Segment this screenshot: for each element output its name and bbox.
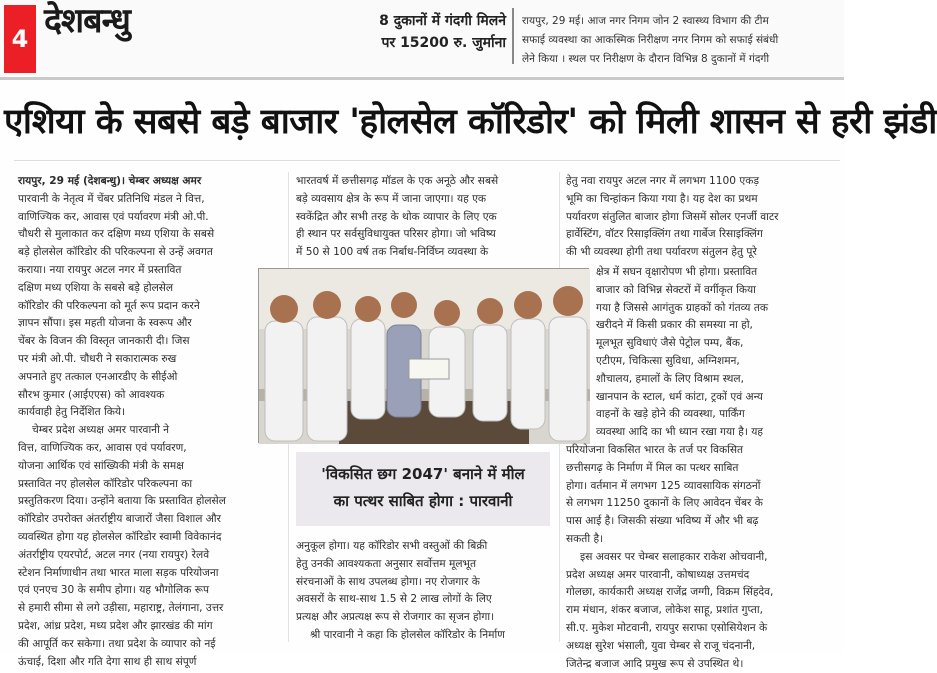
text-line: राम मंधान, शंकर बजाज, लोकेश साहू, प्रशांत गुप्ता,	[566, 604, 763, 617]
news-brief	[522, 12, 840, 69]
article-column-2-bottom	[296, 538, 554, 645]
text-line: खरीदने में किसी प्रकार की समस्या ना हो,	[596, 319, 753, 332]
article-column-3-bottom	[566, 264, 830, 673]
text-line: योजना आर्थिक एवं सांख्यिकी मंत्री के समक्ष	[18, 459, 184, 472]
text-line: एटीएम, चिकित्सा सुविधा, अग्निशमन,	[596, 354, 740, 367]
text-line: पर्यावरण संतुलित बाजार होगा जिसमें सोलर एनर्जी वाटर	[566, 210, 779, 223]
text-line: कॉरिडोर उपरोक्त अंतर्राष्ट्रीय बाजारों जैसा विशाल और	[18, 513, 221, 526]
text-line: वित्त, वाणिज्यिक कर, आवास एवं पर्यावरण,	[18, 441, 187, 454]
text-line: व्यवस्था आदि का भी ध्यान रखा गया है। यह	[596, 426, 764, 439]
text-line: स्वकेंद्रित और सभी तरह के थोक व्यापार के लिए एक	[296, 210, 497, 223]
text-line: भारतवर्ष में छत्तीसगढ़ मॉडल के एक अनूठे और सबसे	[296, 175, 499, 187]
text-line: कार्यवाही हेतु निर्देशित किये।	[18, 406, 126, 419]
text-line: संरचनाओं के साथ उपलब्ध होगा। नए रोजगार के	[296, 575, 480, 588]
text-line: हार्वेस्टिंग, वॉटर रिसाइक्लिंग तथा गार्बेज रिसाइक्लिंग	[566, 228, 763, 241]
text-line: पास आई है। जिसकी संख्या भविष्य में और भी बढ़	[566, 515, 759, 528]
article-column-1	[18, 173, 280, 671]
text-line: प्रस्तावित नए होलसेल कॉरिडोर परिकल्पना का	[18, 477, 193, 490]
pull-quote	[296, 452, 550, 526]
pull-quote-line: 'विकसित छग 2047' बनाने में मील	[321, 465, 525, 483]
brief-line: लेने किया । स्थल पर निरीक्षण के दौरान विभिन्न 8 दुकानों में गंदगी	[522, 53, 770, 65]
text-line: स्टेशन निर्माणाधीन तथा भारत माला सड़क परियोजना	[18, 566, 219, 579]
text-line: छत्तीसगढ़ के निर्माण में मिल का पत्थर साबित	[566, 461, 739, 474]
divider	[14, 160, 840, 161]
text-line: से हमारी सीमा से लगे उड़ीसा, महाराष्ट्र, तेलंगाना, उत्तर	[18, 602, 224, 615]
text-line: इस अवसर पर चेम्बर सलाहकार राकेश ओचवानी,	[580, 550, 768, 563]
teaser-headline[interactable]	[330, 10, 506, 54]
text-line: हेतु उनकी आवश्यकता अनुसार सर्वोत्तम मूलभूत	[296, 557, 477, 570]
text-line: शौचालय, हमालों के लिए विश्राम स्थल,	[596, 372, 744, 385]
text-line: रायपुर, 29 मई (देशबन्धु)। चेम्बर अध्यक्ष अमर	[18, 175, 202, 187]
text-line: वाणिज्यिक कर, आवास एवं पर्यावरण मंत्री ओ.पी.	[18, 210, 209, 223]
text-line: व्यवस्थित होगा यह होलसेल कॉरिडोर स्वामी विवेकानंद	[18, 530, 222, 543]
text-line: होगा। वर्तमान में लगभग 125 व्यावसायिक संगठनों	[566, 479, 761, 492]
group-photo[interactable]	[258, 268, 589, 443]
brief-line: रायपुर, 29 मई। आज नगर निगम जोन 2 स्वास्थ्य विभाग की टीम	[522, 15, 769, 27]
divider	[0, 77, 844, 80]
text-line: चेम्बर प्रदेश अध्यक्ष अमर पारवानी ने	[32, 424, 170, 437]
text-line: अंतर्राष्ट्रीय एयरपोर्ट, अटल नगर (नया रायपुर) रेलवे	[18, 548, 210, 561]
text-line: भूमि का चिन्हांकन किया गया है। यह देश का प्रथम	[566, 192, 758, 205]
text-line: चौधरी से मुलाकात कर दक्षिण मध्य एशिया के सबसे	[18, 228, 215, 241]
article-column-3-top	[566, 173, 830, 262]
text-line: क्षेत्र में सघन वृक्षारोपण भी होगा। प्रस्तावित	[596, 266, 758, 278]
text-line: बड़े होलसेल कॉरिडोर की परिकल्पना से उन्हें अवगत	[18, 246, 213, 259]
text-line: सौरभ कुमार (आईएएस) को आवश्यक	[18, 388, 165, 401]
text-line: चेंबर के विजन की विस्तृत जानकारी दी। जिस	[18, 335, 190, 348]
article-headline: एशिया के सबसे बड़े बाजार 'होलसेल कॉरिडोर' को मिली शासन से हरी झंडी	[4, 102, 937, 142]
text-line: की आपूर्ति कर सकेगा। तथा प्रदेश के व्यापार को नई	[18, 637, 216, 650]
text-line: दक्षिण मध्य एशिया के सबसे बड़े होलसेल	[18, 281, 174, 294]
text-line: पारवानी के नेतृत्व में चेंबर प्रतिनिधि मंडल ने वित्त,	[18, 192, 205, 205]
text-line: एवं एनएच 30 के समीप होगा। यह भौगोलिक रूप	[18, 584, 209, 597]
text-line: गोलछा, कार्यकारी अध्यक्ष राजेंद्र जग्गी, विक्रम सिंहदेव,	[566, 586, 774, 599]
text-line: में 50 से 100 वर्ष तक निर्बाध-निर्विघ्न व्यवस्था के	[296, 246, 489, 259]
masthead	[0, 0, 844, 76]
text-line: प्रत्यक्ष और अप्रत्यक्ष रूप से रोजगार का सृजन होगा।	[296, 611, 495, 624]
pull-quote-line: का पत्थर साबित होगा : पारवानी	[333, 492, 513, 510]
text-line: बड़े व्यवसाय क्षेत्र के रूप में जाना जाएगा। यह एक	[296, 192, 487, 205]
teaser-line: पर 15200 रु. जुर्माना	[381, 35, 506, 51]
text-line: अवसरों के साथ-साथ 1.5 से 2 लाख लोगों के लिए	[296, 593, 492, 606]
text-line: ही स्थान पर सर्वसुविधायुक्त परिसर होगा। जो भविष्य	[296, 228, 496, 241]
page-number: 4	[4, 5, 36, 73]
text-line: प्रदेश अध्यक्ष अमर पारवानी, कोषाध्यक्ष उत्तमचंद	[566, 568, 750, 581]
text-line: पर मंत्री ओ.पी. चौधरी ने सकारात्मक रुख	[18, 352, 177, 365]
brief-line: सफाई व्यवस्था का आकस्मिक निरीक्षण नगर निगम को सफाई संबंधी	[522, 34, 779, 46]
text-line: ऊंचाई, दिशा और गति देगा साथ ही साथ संपूर्ण	[18, 655, 197, 668]
teaser-line: 8 दुकानों में गंदगी मिलने	[379, 13, 506, 29]
text-line: मूलभूत सुविधाएं जैसे पेट्रोल पम्प, बैंक,	[596, 337, 744, 350]
text-line: सकती है।	[566, 532, 604, 545]
text-line: सी.ए. मुकेश मोटवानी, रायपुर सराफा एसोसियेशन के	[566, 621, 768, 634]
newspaper-logo: देशबन्धु	[44, 1, 130, 41]
text-line: खानपान के स्टाल, धर्म कांटा, ट्रकों एवं अन्य	[596, 390, 763, 403]
text-line: गया है जिससे आगंतुक ग्राहकों को गंतव्य तक	[596, 301, 768, 314]
text-line: ज्ञापन सौंपा। इस महती योजना के स्वरूप और	[18, 317, 192, 330]
text-line: अपनाते हुए तत्काल एनआरडीए के सीईओ	[18, 370, 178, 383]
text-line: कराया। नया रायपुर अटल नगर में प्रस्तावित	[18, 263, 182, 276]
text-line: प्रस्तुतिकरण दिया। उन्होंने बताया कि प्रस्तावित होलसेल	[18, 495, 226, 508]
text-line: अध्यक्ष सुरेश भंसाली, युवा चेम्बर से राजू चंदनानी,	[566, 639, 756, 652]
text-line: श्री पारवानी ने कहा कि होलसेल कॉरिडोर के निर्माण	[310, 628, 505, 641]
text-line: वाहनों के खड़े होने की व्यवस्था, पार्किंग	[596, 408, 745, 421]
text-line: अनुकूल होगा। यह कॉरिडोर सभी वस्तुओं की बिक्री	[296, 540, 488, 552]
article-column-2-top	[296, 173, 554, 262]
text-line: प्रदेश, आंध्र प्रदेश, मध्य प्रदेश और झारखंड की मांग	[18, 619, 213, 632]
text-line: की भी व्यवस्था होगी तथा पर्यावरण संतुलन हेतु पूरे	[566, 246, 757, 259]
text-line: जितेन्द्र बजाज आदि प्रमुख रूप से उपस्थित थे।	[566, 657, 744, 670]
text-line: कॉरिडोर की परिकल्पना को मूर्त रूप प्रदान करने	[18, 299, 200, 312]
text-line: बाजार को विभिन्न सेक्टरों में वर्गीकृत किया	[596, 283, 756, 296]
text-line: से लगभग 11250 दुकानों के लिए आवेदन चेंबर के	[566, 497, 763, 510]
group-photo-icon	[259, 269, 590, 444]
divider	[512, 8, 514, 64]
text-line: परियोजना विकसित भारत के तर्ज पर विकसित	[566, 443, 744, 456]
text-line: हेतु नवा रायपुर अटल नगर में लगभग 1100 एकड़	[566, 175, 759, 187]
